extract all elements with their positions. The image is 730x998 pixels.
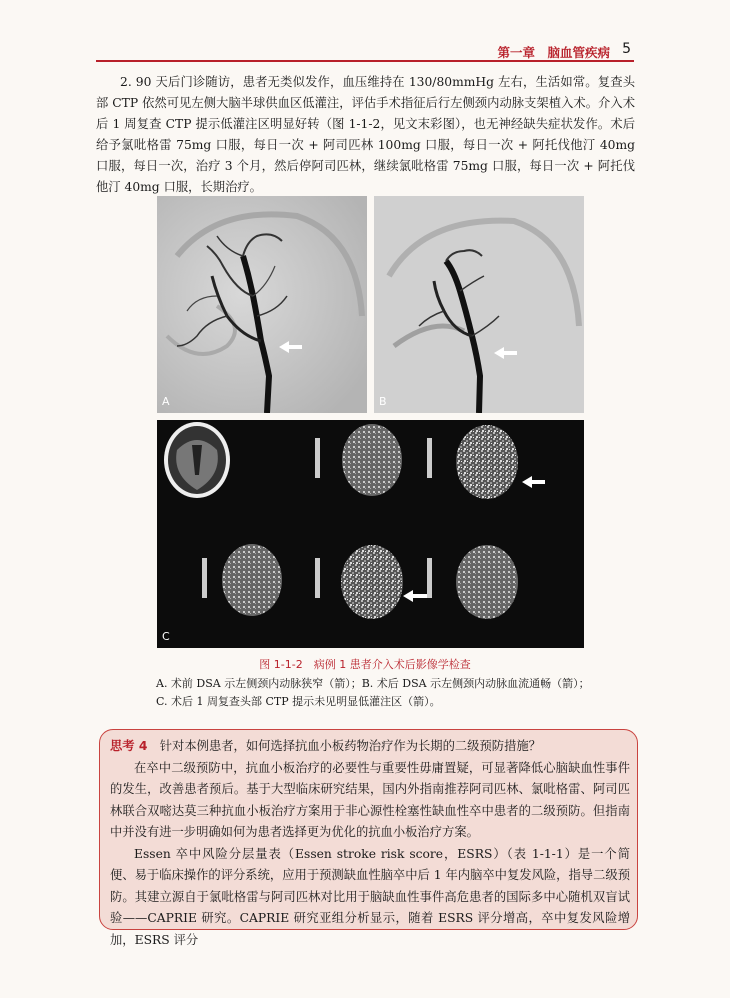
dsa-image-b [374,196,584,413]
panel-label-a: A [162,395,170,408]
think-label: 思考 4 [110,739,148,753]
chapter-title: 第一章 脑血管疾病 [497,45,610,60]
panel-label-c: C [162,630,170,643]
panel-label-b: B [379,395,387,408]
figure-panel-b [374,196,584,413]
figure-caption: 图 1-1-2 病例 1 患者介入术后影像学检查 [259,658,471,671]
page-number: 5 [622,41,631,57]
figure-note-line: C. 术后 1 周复查头部 CTP 提示未见明显低灌注区（箭）。 [156,695,441,708]
figure-panel-a [157,196,367,413]
header-rule [96,60,634,62]
figure-panel-c [157,420,584,648]
dsa-image-a [157,196,367,413]
think-paragraph: 在卒中二级预防中，抗血小板治疗的必要性与重要性毋庸置疑，可显著降低心脑缺血性事件的发生，改善患者预后。基于大型临床研究结果，国内外指南推荐阿司匹林、氯吡格雷、阿司匹林联合双嘧达莫三种抗血小板治疗方案用于非心源性栓塞性缺血性卒中患者的二级预防。但指南中并没有进一步明确如何为患者选择更为优化的抗血小板治疗方案。 [110,760,630,839]
arrow-icon [403,590,427,602]
think-box-content [110,736,630,951]
page-header [0,0,730,62]
arrow-icon [522,476,545,488]
think-question-text: 针对本例患者，如何选择抗血小板药物治疗作为长期的二级预防措施？ [159,739,541,753]
figure-note-line: A. 术前 DSA 示左侧颈内动脉狭窄（箭）；B. 术后 DSA 示左侧颈内动脉血流通畅（箭）； [156,677,590,690]
ctp-images [157,420,584,648]
think-paragraph: Essen 卒中风险分层量表（Essen stroke risk score，ESRS）（表 1-1-1）是一个简便、易于临床操作的评分系统，应用于预测缺血性脑卒中后 1 年内脑卒中复发风险，指导二级预防。其建立源自于氯吡格雷与阿司匹林对比用于脑缺血性事件高危患者的国际多中心随机双盲试验——CAPRIE 研究。CAPRIE 研究亚组分析显示，随着 ESRS 评分增高，卒中复发风险增加，ESRS 评分 [110,846,630,947]
figure-note [156,675,616,711]
body-paragraph: 2. 90 天后门诊随访，患者无类似发作，血压维持在 130/80mmHg 左右，生活如常。复查头部 CTP 依然可见左侧大脑半球供血区低灌注，评估手术指征后行左侧颈内动脉支架植入术。介入术后 1 周复查 CTP 提示低灌注区明显好转（图 1-1-2，见文末彩图），也无神经缺失症状发作。术后给予氯吡格雷 75mg 口服，每日一次 + 阿司匹林 100mg 口服，每日一次 + 阿托伐他汀 40mg 口服，每日一次，治疗 3 个月，然后停阿司匹林，继续氯吡格雷 75mg 口服，每日一次 + 阿托伐他汀 40mg 口服，长期治疗。 [96,75,635,194]
think-question [110,736,630,758]
